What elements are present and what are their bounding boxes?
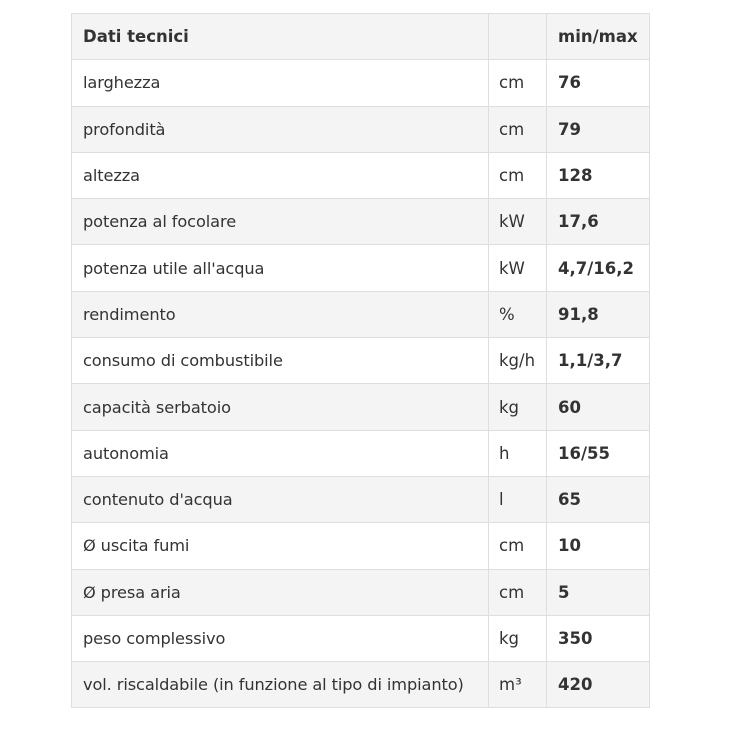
row-value: 16/55 xyxy=(547,430,650,476)
header-value: min/max xyxy=(547,14,650,60)
row-label: potenza al focolare xyxy=(72,199,489,245)
row-value: 5 xyxy=(547,569,650,615)
table-row xyxy=(72,384,650,430)
row-unit: cm xyxy=(489,523,547,569)
row-label: consumo di combustibile xyxy=(72,338,489,384)
table-header-row xyxy=(72,14,650,60)
row-value: 91,8 xyxy=(547,291,650,337)
row-unit: l xyxy=(489,476,547,522)
row-value: 10 xyxy=(547,523,650,569)
row-value: 79 xyxy=(547,106,650,152)
row-unit: cm xyxy=(489,60,547,106)
row-label: potenza utile all'acqua xyxy=(72,245,489,291)
table-row xyxy=(72,291,650,337)
row-label: peso complessivo xyxy=(72,615,489,661)
table-row xyxy=(72,152,650,198)
table-row xyxy=(72,245,650,291)
row-unit: kg xyxy=(489,615,547,661)
row-label: Ø uscita fumi xyxy=(72,523,489,569)
row-unit: kW xyxy=(489,199,547,245)
row-value: 76 xyxy=(547,60,650,106)
header-label: Dati tecnici xyxy=(72,14,489,60)
table-row xyxy=(72,615,650,661)
row-value: 128 xyxy=(547,152,650,198)
header-unit xyxy=(489,14,547,60)
row-value: 420 xyxy=(547,662,650,708)
row-unit: h xyxy=(489,430,547,476)
row-value: 65 xyxy=(547,476,650,522)
row-unit: kg xyxy=(489,384,547,430)
row-label: larghezza xyxy=(72,60,489,106)
row-unit: m³ xyxy=(489,662,547,708)
table-row xyxy=(72,569,650,615)
row-label: capacità serbatoio xyxy=(72,384,489,430)
technical-data-table xyxy=(71,13,650,708)
row-label: profondità xyxy=(72,106,489,152)
table-row xyxy=(72,430,650,476)
row-unit: cm xyxy=(489,106,547,152)
row-value: 350 xyxy=(547,615,650,661)
row-label: altezza xyxy=(72,152,489,198)
table-row xyxy=(72,523,650,569)
row-label: contenuto d'acqua xyxy=(72,476,489,522)
row-label: rendimento xyxy=(72,291,489,337)
table-row xyxy=(72,476,650,522)
row-unit: cm xyxy=(489,152,547,198)
table-row xyxy=(72,60,650,106)
row-label: Ø presa aria xyxy=(72,569,489,615)
row-label: autonomia xyxy=(72,430,489,476)
row-value: 17,6 xyxy=(547,199,650,245)
row-value: 1,1/3,7 xyxy=(547,338,650,384)
row-unit: cm xyxy=(489,569,547,615)
row-value: 4,7/16,2 xyxy=(547,245,650,291)
row-label: vol. riscaldabile (in funzione al tipo di impianto) xyxy=(72,662,489,708)
row-unit: kW xyxy=(489,245,547,291)
row-unit: % xyxy=(489,291,547,337)
table-row xyxy=(72,199,650,245)
row-unit: kg/h xyxy=(489,338,547,384)
table-row xyxy=(72,106,650,152)
row-value: 60 xyxy=(547,384,650,430)
table-row xyxy=(72,338,650,384)
table-row xyxy=(72,662,650,708)
